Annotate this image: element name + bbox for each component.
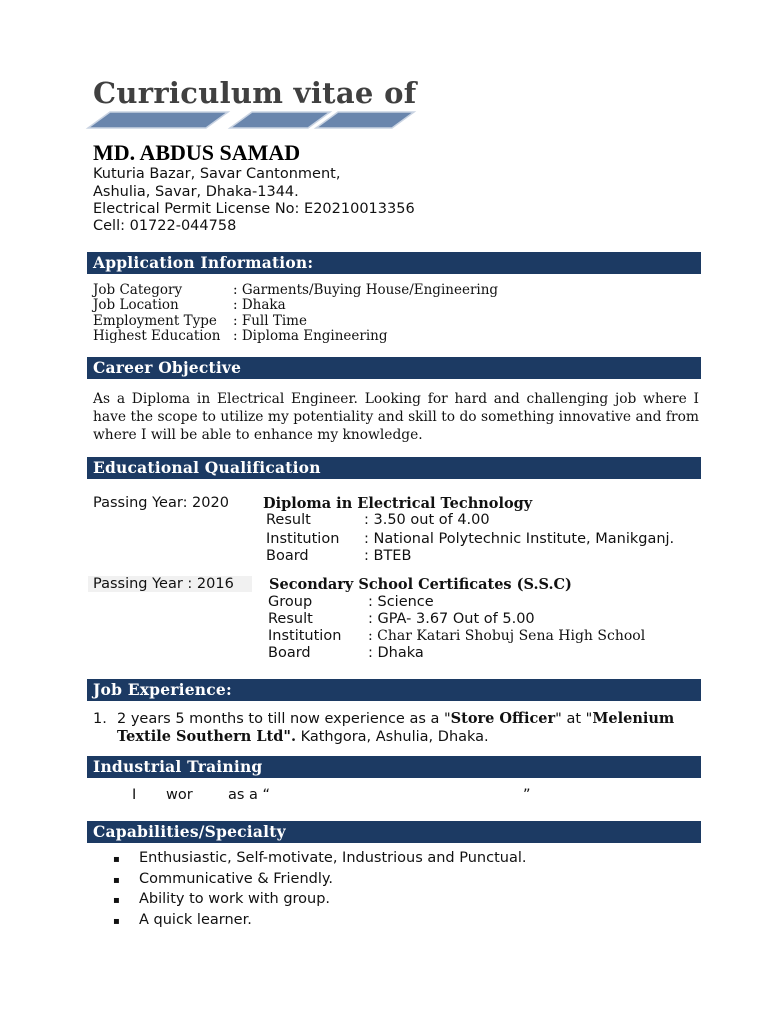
edu-row — [266, 512, 490, 528]
edu-key: Board — [266, 548, 309, 564]
edu-key: Group — [268, 594, 313, 610]
passing-year: Passing Year: 2020 — [93, 495, 229, 511]
job-text-pre: 2 years 5 months to till now experience as a " — [117, 711, 451, 727]
job-text-post: Kathgora, Ashulia, Dhaka. — [296, 729, 489, 745]
info-label: Job Location — [93, 297, 179, 313]
cell-line: Cell: 01722-044758 — [93, 218, 237, 234]
info-label: Job Category — [93, 282, 183, 298]
job-role: Store Officer — [450, 710, 556, 727]
job-experience-item — [93, 710, 703, 746]
edu-value: : GPA- 3.67 Out of 5.00 — [368, 611, 535, 627]
job-company: Melenium Textile Southern Ltd". — [117, 710, 675, 745]
info-row — [93, 282, 498, 298]
bullet-icon: ▪ — [113, 874, 120, 886]
training-fragment: wor — [166, 787, 193, 803]
candidate-name: MD. ABDUS SAMAD — [93, 140, 301, 165]
edu-row — [268, 628, 645, 644]
bullet-icon: ▪ — [113, 895, 120, 906]
section-header-capabilities: Capabilities/Specialty — [87, 821, 701, 843]
training-fragment: ” — [523, 787, 531, 803]
degree-title: Secondary School Certificates (S.S.C) — [269, 576, 572, 593]
cv-title: Curriculum vitae of — [93, 76, 417, 110]
list-number: 1. — [93, 711, 107, 727]
edu-key: Board — [268, 645, 311, 661]
address-line: Kuturia Bazar, Savar Cantonment, — [93, 166, 341, 182]
passing-year: Passing Year : 2016 — [88, 576, 252, 592]
edu-value: : Char Katari Shobuj Sena High School — [368, 628, 646, 644]
address-line: Ashulia, Savar, Dhaka-1344. — [93, 184, 299, 200]
career-objective-text: As a Diploma in Electrical Engineer. Looking for hard and challenging job where I have the scope to utilize my potentiality and skill to do something innovative and from where I will be able to enhance my knowledge. — [93, 391, 699, 443]
job-text-mid: " at " — [555, 711, 593, 727]
info-value: : Garments/Buying House/Engineering — [233, 282, 499, 298]
license-line: Electrical Permit License No: E20210013356 — [93, 201, 415, 217]
edu-row — [266, 548, 411, 564]
edu-value: : BTEB — [364, 548, 412, 564]
capability-text: Enthusiastic, Self-motivate, Industrious and Punctual. — [139, 850, 527, 866]
edu-value: : Dhaka — [368, 645, 424, 661]
job-experience-text — [117, 710, 703, 746]
capability-text: Communicative & Friendly. — [139, 870, 333, 887]
info-row — [93, 313, 307, 329]
edu-key: Result — [268, 611, 313, 627]
title-decor-bar — [80, 110, 420, 130]
edu-row — [268, 611, 535, 627]
info-value: : Dhaka — [233, 297, 286, 313]
degree-title: Diploma in Electrical Technology — [263, 495, 533, 512]
bullet-icon: ▪ — [113, 854, 120, 865]
info-row — [93, 328, 388, 344]
edu-key: Institution — [268, 628, 342, 644]
edu-key: Result — [266, 512, 311, 528]
training-fragment: as a “ — [228, 787, 271, 803]
edu-value: : 3.50 out of 4.00 — [364, 512, 490, 528]
capability-text: A quick learner. — [139, 911, 252, 928]
bullet-icon: ▪ — [113, 915, 120, 927]
edu-value: : National Polytechnic Institute, Manikganj. — [364, 531, 675, 547]
section-header-education: Educational Qualification — [87, 457, 701, 479]
section-header-training: Industrial Training — [87, 756, 701, 778]
edu-row — [268, 645, 424, 661]
edu-key: Institution — [266, 531, 340, 547]
edu-row — [266, 531, 674, 547]
info-row — [93, 297, 286, 313]
info-label: Highest Education — [93, 328, 221, 344]
info-value: : Full Time — [233, 313, 307, 329]
info-label: Employment Type — [93, 313, 217, 329]
section-header-job: Job Experience: — [87, 679, 701, 701]
edu-value: : Science — [368, 594, 434, 610]
info-value: : Diploma Engineering — [233, 328, 388, 344]
capability-text: Ability to work with group. — [139, 891, 331, 907]
section-header-application: Application Information: — [87, 252, 701, 274]
training-fragment: I — [132, 787, 137, 803]
section-header-career: Career Objective — [87, 357, 701, 379]
edu-row — [268, 594, 434, 610]
